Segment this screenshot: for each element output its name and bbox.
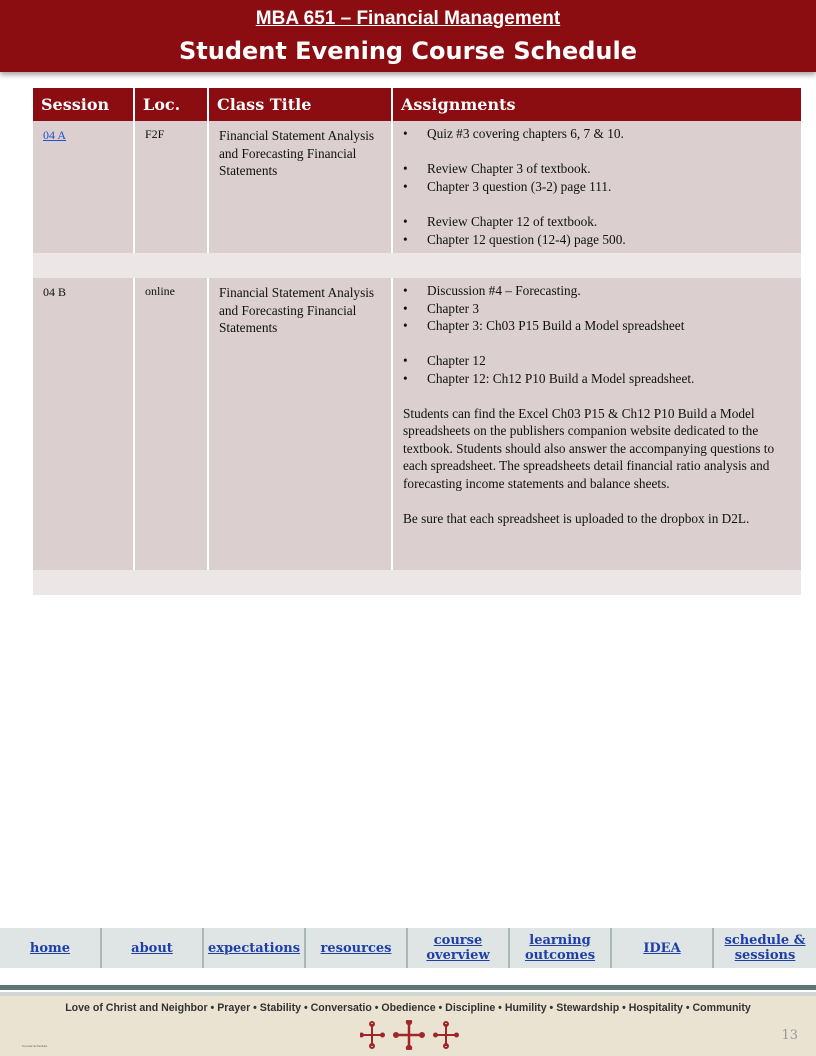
crosses-icon	[360, 1020, 460, 1050]
assignments-cell	[392, 121, 801, 253]
class-title-cell: Financial Statement Analysis and Forecasting Financial Statements	[208, 121, 392, 253]
page-number: 13	[781, 1028, 798, 1043]
assignment-item: • Chapter 12 question (12-4) page 500.	[403, 231, 793, 249]
assignment-note: Be sure that each spreadsheet is uploaded to the dropbox in D2L.	[403, 510, 750, 526]
class-title-cell: Financial Statement Analysis and Forecasting Financial Statements	[208, 278, 392, 570]
assignment-item: • Chapter 3	[403, 300, 793, 318]
table-row	[33, 121, 801, 253]
nav-learning-outcomes[interactable]: learning outcomes	[510, 928, 612, 968]
location-cell: F2F	[134, 121, 208, 253]
nav-schedule-sessions[interactable]: schedule & sessions	[724, 933, 806, 963]
footer-small-label: Course Schedule	[22, 1044, 48, 1048]
bottom-nav	[0, 928, 816, 968]
schedule-table	[33, 88, 801, 595]
assignment-item: • Quiz #3 covering chapters 6, 7 & 10.	[403, 125, 793, 143]
column-header-location: Loc.	[134, 88, 208, 121]
assignments-cell	[392, 278, 801, 570]
assignment-item: • Chapter 3 question (3-2) page 111.	[403, 178, 793, 196]
spacer-row	[33, 253, 801, 278]
assignment-item: • Chapter 12: Ch12 P10 Build a Model spreadsheet.	[403, 370, 793, 388]
assignment-item: • Chapter 12	[403, 352, 793, 370]
table-header-row	[33, 88, 801, 121]
table-row	[33, 278, 801, 570]
column-header-session: Session	[33, 88, 134, 121]
assignment-item: • Chapter 3: Ch03 P15 Build a Model spreadsheet	[403, 317, 793, 335]
column-header-assignments: Assignments	[392, 88, 801, 121]
nav-resources[interactable]: resources	[306, 928, 408, 968]
assignment-note: Students can find the Excel Ch03 P15 & Ch12 P10 Build a Model spreadsheets on the publishers companion website dedicated to the textbook. Students should also answer the accompanying questions to each spreadsheet. The spreadsheets detail financial ratio analysis and forecasting income statements and balance sheets.	[403, 405, 775, 491]
nav-home[interactable]: home	[0, 928, 102, 968]
assignment-item: • Review Chapter 12 of textbook.	[403, 213, 793, 231]
assignment-list	[403, 125, 793, 248]
divider	[0, 985, 816, 990]
nav-course-overview[interactable]: course overview	[408, 928, 510, 968]
session-link-04a[interactable]: 04 A	[43, 128, 67, 142]
column-header-class-title: Class Title	[208, 88, 392, 121]
course-title: MBA 651 – Financial Management	[255, 8, 561, 29]
values-line: Love of Christ and Neighbor • Prayer • Stability • Conversatio • Obedience • Discipline • Humility • Stewardship • Hospitality • Community	[65, 1002, 751, 1014]
assignment-item: • Discussion #4 – Forecasting.	[403, 282, 793, 300]
page-footer	[0, 996, 816, 1056]
spacer-row	[33, 570, 801, 595]
nav-about[interactable]: about	[102, 928, 204, 968]
nav-idea[interactable]: IDEA	[612, 928, 714, 968]
page-title: Student Evening Course Schedule	[178, 37, 638, 65]
session-cell	[33, 121, 134, 253]
page-header	[0, 0, 816, 72]
assignment-item: • Review Chapter 3 of textbook.	[403, 160, 793, 178]
assignment-list	[403, 282, 793, 388]
session-cell: 04 B	[33, 278, 134, 570]
location-cell: online	[134, 278, 208, 570]
nav-expectations[interactable]: expectations	[204, 928, 306, 968]
